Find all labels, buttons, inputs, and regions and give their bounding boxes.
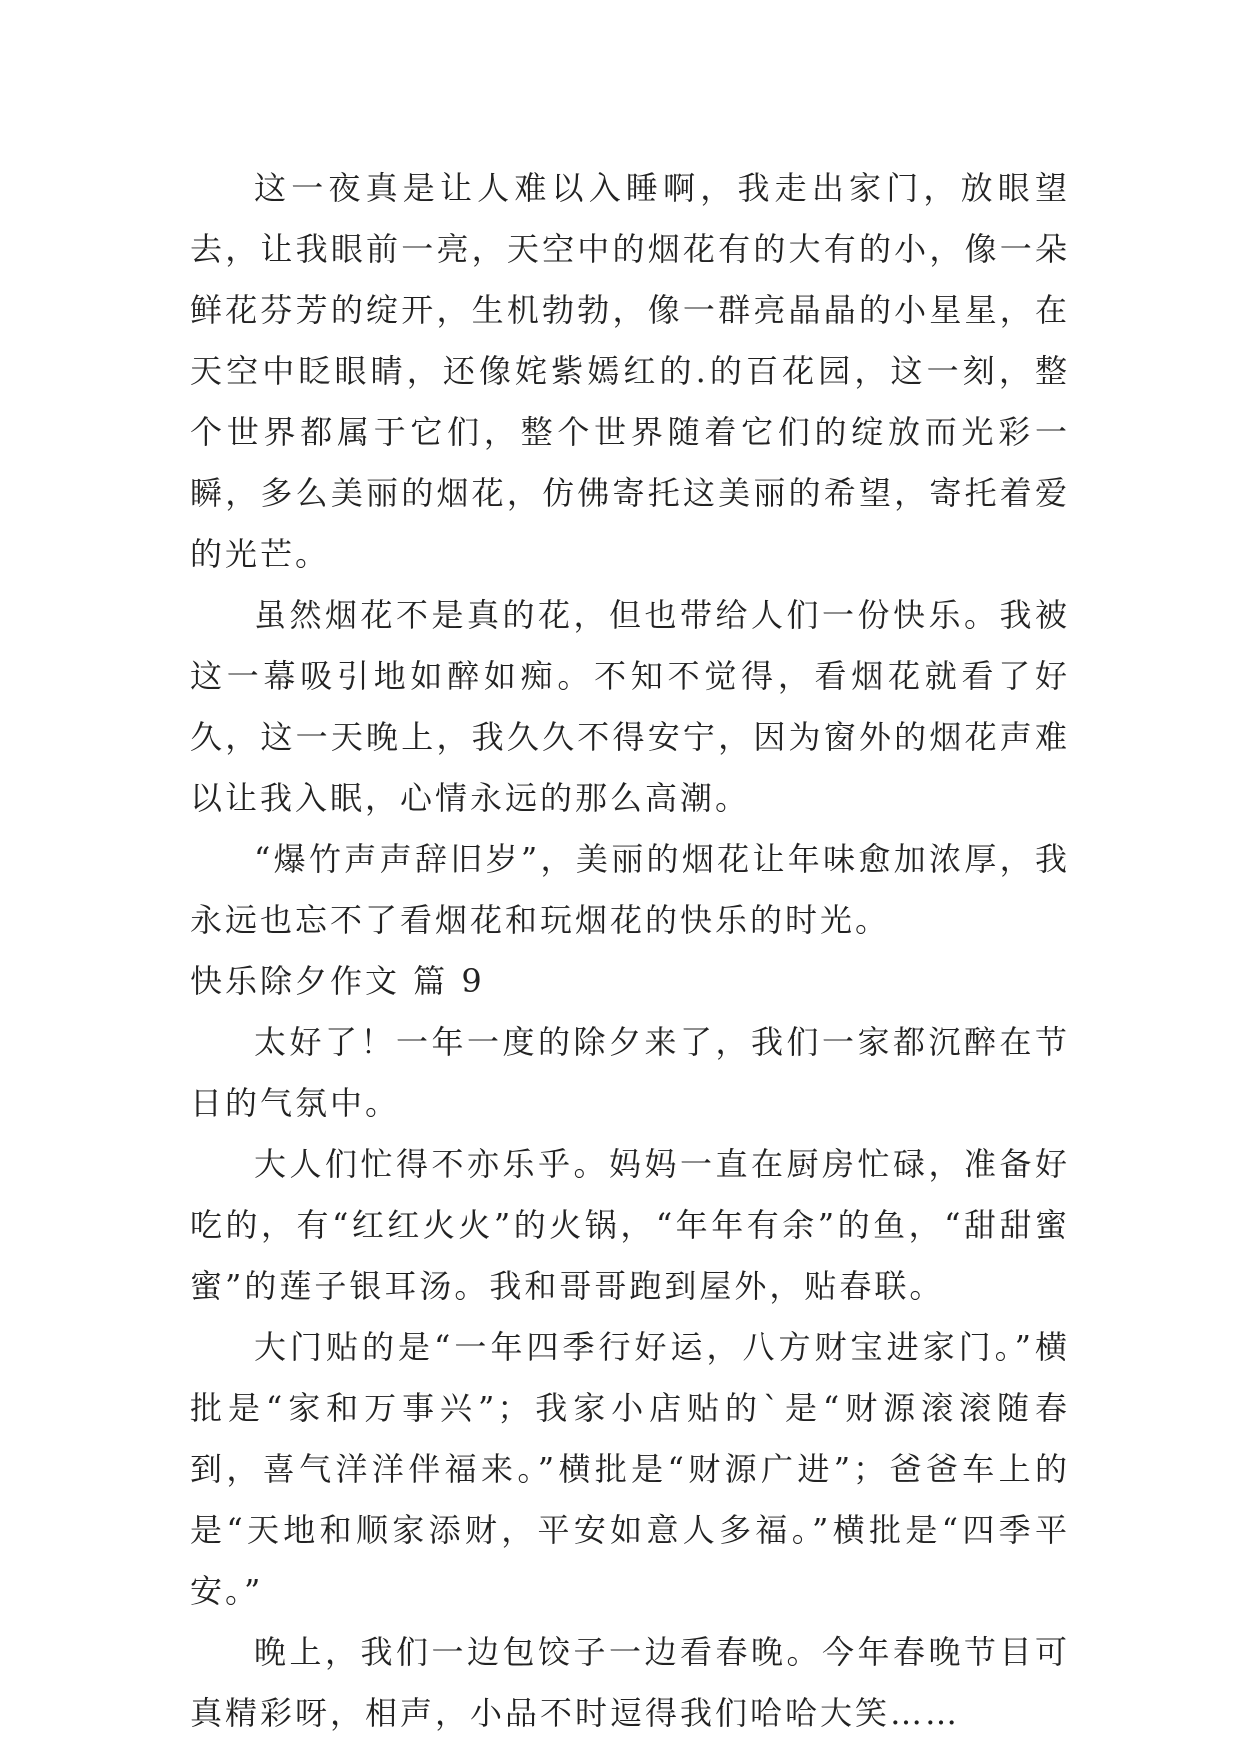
paragraph-spring-gala: 晚上，我们一边包饺子一边看春晚。今年春晚节目可真精彩呀，相声，小品不时逗得我们哈哈大笑…… [190, 1633, 1070, 1732]
paragraph-new-year-eve: 太好了！一年一度的除夕来了，我们一家都沉醉在节日的气氛中。 [190, 1023, 1070, 1122]
paragraph-adults-busy: 大人们忙得不亦乐乎。妈妈一直在厨房忙碌，准备好吃的，有“红红火火”的火锅，“年年有余”的鱼，“甜甜蜜蜜”的莲子银耳汤。我和哥哥跑到屋外，贴春联。 [190, 1145, 1070, 1305]
paragraph-fireworks-night: 这一夜真是让人难以入睡啊，我走出家门，放眼望去，让我眼前一亮，天空中的烟花有的大有的小，像一朵鲜花芬芳的绽开，生机勃勃，像一群亮晶晶的小星星，在天空中眨眼睛，还像姹紫嫣红的.的百花园，这一刻，整个世界都属于它们，整个世界随着它们的绽放而光彩一瞬，多么美丽的烟花，仿佛寄托这美丽的希望，寄托着爱的光芒。 [190, 169, 1070, 573]
section-title: 快乐除夕作文 篇 9 [190, 962, 485, 1000]
paragraph-fireworks-joy: 虽然烟花不是真的花，但也带给人们一份快乐。我被这一幕吸引地如醉如痴。不知不觉得，看烟花就看了好久，这一天晚上，我久久不得安宁，因为窗外的烟花声难以让我入眠，心情永远的那么高潮。 [190, 596, 1070, 817]
paragraph-firecrackers-quote: “爆竹声声辞旧岁”，美丽的烟花让年味愈加浓厚，我永远也忘不了看烟花和玩烟花的快乐的时光。 [190, 840, 1070, 939]
document-body [190, 158, 1070, 1744]
paragraph-couplets: 大门贴的是“一年四季行好运，八方财宝进家门。”横批是“家和万事兴”；我家小店贴的`是“财源滚滚随春到，喜气洋洋伴福来。”横批是“财源广进”；爸爸车上的是“天地和顺家添财，平安如意人多福。”横批是“四季平安。” [190, 1328, 1070, 1610]
